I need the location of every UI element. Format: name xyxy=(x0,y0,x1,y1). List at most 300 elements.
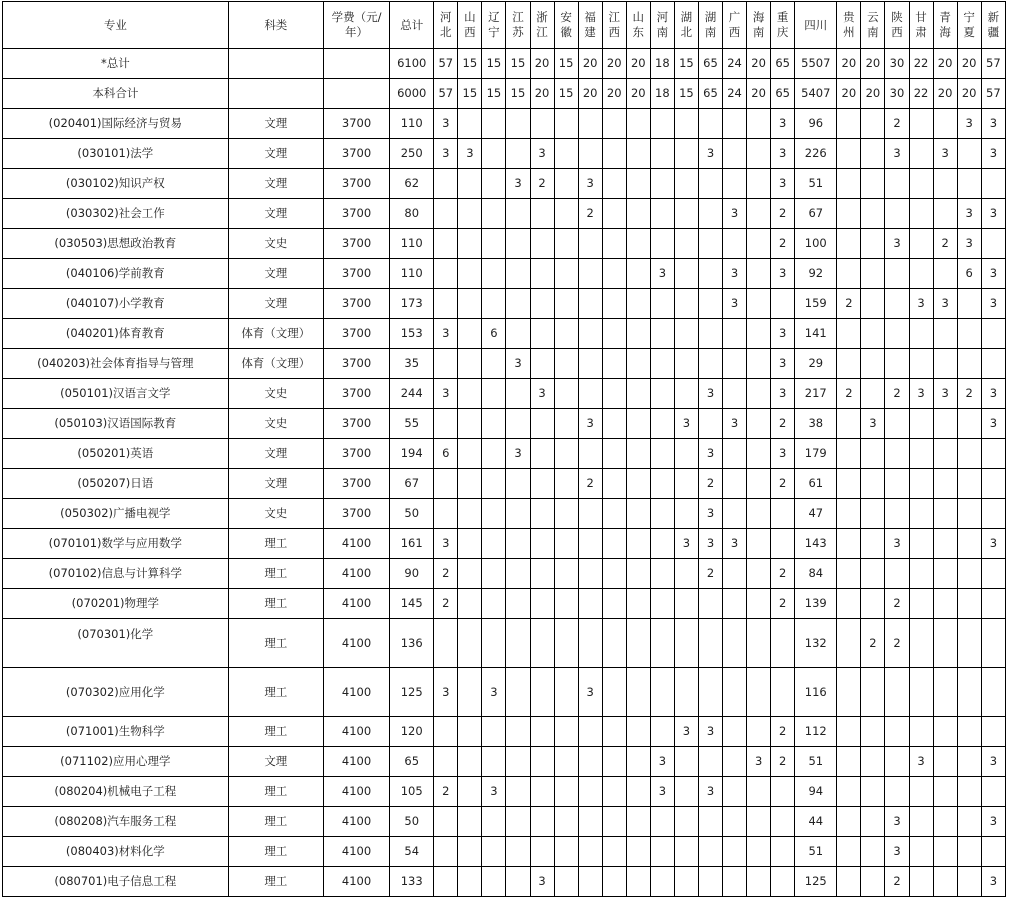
quota-cell xyxy=(861,529,885,559)
quota-cell: 18 xyxy=(650,49,674,79)
header-province: 青海 xyxy=(933,2,957,49)
quota-cell xyxy=(698,229,722,259)
quota-cell xyxy=(602,589,626,619)
fee-cell: 4100 xyxy=(323,717,389,747)
quota-cell xyxy=(530,109,554,139)
quota-cell: 20 xyxy=(626,49,650,79)
category-cell: 理工 xyxy=(228,619,323,668)
quota-cell xyxy=(530,807,554,837)
quota-cell xyxy=(861,259,885,289)
quota-cell xyxy=(482,229,506,259)
quota-cell: 3 xyxy=(723,289,747,319)
major-cell: (050207)日语 xyxy=(3,469,229,499)
quota-cell xyxy=(482,867,506,897)
quota-cell xyxy=(837,589,861,619)
fee-cell: 4100 xyxy=(323,747,389,777)
quota-cell xyxy=(837,837,861,867)
quota-cell xyxy=(530,319,554,349)
total-cell: 90 xyxy=(390,559,434,589)
quota-cell xyxy=(602,139,626,169)
quota-cell xyxy=(458,529,482,559)
quota-cell: 3 xyxy=(957,229,981,259)
quota-cell xyxy=(747,499,771,529)
fee-cell: 4100 xyxy=(323,668,389,717)
quota-cell xyxy=(747,289,771,319)
quota-cell xyxy=(554,319,578,349)
quota-cell xyxy=(602,777,626,807)
quota-cell: 2 xyxy=(885,619,909,668)
quota-cell xyxy=(747,349,771,379)
quota-cell xyxy=(506,668,530,717)
quota-cell: 2 xyxy=(837,289,861,319)
quota-cell xyxy=(458,589,482,619)
quota-cell: 3 xyxy=(771,349,795,379)
quota-cell xyxy=(554,747,578,777)
quota-cell xyxy=(747,109,771,139)
quota-cell xyxy=(578,259,602,289)
quota-cell: 3 xyxy=(771,319,795,349)
quota-cell xyxy=(506,589,530,619)
quota-cell xyxy=(747,837,771,867)
quota-cell xyxy=(747,319,771,349)
fee-cell: 4100 xyxy=(323,837,389,867)
quota-cell: 3 xyxy=(747,747,771,777)
major-cell: (080701)电子信息工程 xyxy=(3,867,229,897)
fee-cell: 4100 xyxy=(323,559,389,589)
quota-cell: 2 xyxy=(771,469,795,499)
quota-cell xyxy=(837,229,861,259)
quota-cell: 3 xyxy=(981,867,1005,897)
quota-cell xyxy=(861,807,885,837)
quota-cell: 61 xyxy=(795,469,837,499)
quota-cell xyxy=(602,619,626,668)
quota-cell xyxy=(909,668,933,717)
quota-cell xyxy=(650,867,674,897)
quota-cell xyxy=(933,169,957,199)
quota-cell xyxy=(747,379,771,409)
quota-cell xyxy=(482,439,506,469)
quota-cell xyxy=(626,469,650,499)
quota-cell xyxy=(650,559,674,589)
quota-cell xyxy=(909,139,933,169)
quota-cell xyxy=(885,289,909,319)
quota-cell xyxy=(602,867,626,897)
quota-cell xyxy=(674,747,698,777)
quota-cell xyxy=(602,349,626,379)
quota-cell xyxy=(602,499,626,529)
quota-cell xyxy=(482,169,506,199)
quota-cell xyxy=(626,499,650,529)
quota-cell xyxy=(458,837,482,867)
quota-cell: 3 xyxy=(458,139,482,169)
quota-cell xyxy=(933,837,957,867)
quota-cell: 179 xyxy=(795,439,837,469)
quota-cell: 65 xyxy=(698,79,722,109)
quota-cell xyxy=(909,469,933,499)
quota-cell xyxy=(957,499,981,529)
quota-cell xyxy=(578,777,602,807)
quota-cell xyxy=(506,499,530,529)
quota-cell xyxy=(723,319,747,349)
quota-cell xyxy=(674,619,698,668)
quota-cell xyxy=(626,259,650,289)
quota-cell: 3 xyxy=(650,259,674,289)
major-cell: (030302)社会工作 xyxy=(3,199,229,229)
quota-cell xyxy=(747,807,771,837)
quota-cell xyxy=(698,259,722,289)
major-cell: *总计 xyxy=(3,49,229,79)
fee-cell: 3700 xyxy=(323,499,389,529)
quota-cell: 3 xyxy=(650,777,674,807)
quota-cell xyxy=(626,169,650,199)
quota-cell: 3 xyxy=(506,439,530,469)
fee-cell: 3700 xyxy=(323,379,389,409)
quota-cell xyxy=(482,589,506,619)
quota-cell xyxy=(861,199,885,229)
quota-cell: 6 xyxy=(434,439,458,469)
quota-cell xyxy=(747,229,771,259)
table-row xyxy=(3,589,1006,619)
quota-cell xyxy=(771,289,795,319)
quota-cell xyxy=(861,499,885,529)
quota-cell xyxy=(957,319,981,349)
major-cell: (030503)思想政治教育 xyxy=(3,229,229,259)
quota-cell xyxy=(506,289,530,319)
quota-cell: 3 xyxy=(723,529,747,559)
quota-cell xyxy=(861,777,885,807)
quota-cell xyxy=(602,717,626,747)
quota-cell: 2 xyxy=(771,199,795,229)
quota-cell xyxy=(885,559,909,589)
quota-cell: 3 xyxy=(578,668,602,717)
total-cell: 80 xyxy=(390,199,434,229)
quota-cell xyxy=(626,777,650,807)
category-cell: 文史 xyxy=(228,229,323,259)
table-row xyxy=(3,717,1006,747)
quota-cell xyxy=(747,169,771,199)
quota-cell: 22 xyxy=(909,79,933,109)
quota-cell xyxy=(482,409,506,439)
header-category: 科类 xyxy=(228,2,323,49)
quota-cell xyxy=(861,747,885,777)
quota-cell xyxy=(578,837,602,867)
quota-cell xyxy=(602,439,626,469)
quota-cell xyxy=(650,807,674,837)
quota-cell: 2 xyxy=(771,589,795,619)
quota-cell xyxy=(602,807,626,837)
quota-cell: 3 xyxy=(723,259,747,289)
quota-cell xyxy=(957,469,981,499)
quota-cell xyxy=(674,589,698,619)
quota-cell: 2 xyxy=(434,559,458,589)
quota-cell xyxy=(554,409,578,439)
quota-cell: 20 xyxy=(837,49,861,79)
quota-cell xyxy=(885,349,909,379)
quota-cell xyxy=(650,319,674,349)
quota-cell xyxy=(909,717,933,747)
table-row xyxy=(3,777,1006,807)
quota-cell xyxy=(933,777,957,807)
quota-cell xyxy=(434,469,458,499)
quota-cell xyxy=(861,668,885,717)
quota-cell xyxy=(909,439,933,469)
quota-cell xyxy=(933,589,957,619)
quota-cell: 2 xyxy=(771,747,795,777)
quota-cell xyxy=(885,319,909,349)
category-cell: 文史 xyxy=(228,499,323,529)
quota-cell xyxy=(458,349,482,379)
quota-cell xyxy=(506,529,530,559)
quota-cell xyxy=(837,349,861,379)
quota-cell xyxy=(482,379,506,409)
quota-cell: 3 xyxy=(885,807,909,837)
quota-cell xyxy=(458,319,482,349)
quota-cell xyxy=(602,529,626,559)
quota-cell xyxy=(674,469,698,499)
quota-cell xyxy=(674,139,698,169)
quota-cell xyxy=(837,668,861,717)
category-cell: 文理 xyxy=(228,169,323,199)
quota-cell xyxy=(723,559,747,589)
quota-cell xyxy=(650,469,674,499)
quota-cell: 3 xyxy=(674,717,698,747)
quota-cell xyxy=(530,349,554,379)
quota-cell xyxy=(506,199,530,229)
header-province: 重庆 xyxy=(771,2,795,49)
quota-cell: 20 xyxy=(957,49,981,79)
quota-cell xyxy=(434,349,458,379)
quota-cell xyxy=(885,717,909,747)
quota-cell xyxy=(909,499,933,529)
quota-cell xyxy=(602,379,626,409)
quota-cell: 3 xyxy=(933,289,957,319)
header-province: 山西 xyxy=(458,2,482,49)
quota-cell xyxy=(981,229,1005,259)
quota-cell: 3 xyxy=(434,139,458,169)
quota-cell xyxy=(981,589,1005,619)
major-cell: (071102)应用心理学 xyxy=(3,747,229,777)
quota-cell: 3 xyxy=(674,409,698,439)
total-cell: 110 xyxy=(390,229,434,259)
quota-cell xyxy=(837,469,861,499)
quota-cell: 20 xyxy=(933,79,957,109)
quota-cell xyxy=(506,139,530,169)
quota-cell: 15 xyxy=(458,79,482,109)
header-province: 福建 xyxy=(578,2,602,49)
table-row xyxy=(3,499,1006,529)
quota-cell xyxy=(554,109,578,139)
quota-cell xyxy=(837,199,861,229)
quota-cell xyxy=(434,747,458,777)
quota-cell: 3 xyxy=(650,747,674,777)
category-cell: 文理 xyxy=(228,747,323,777)
quota-cell xyxy=(698,837,722,867)
quota-cell: 3 xyxy=(530,867,554,897)
quota-cell xyxy=(650,619,674,668)
quota-cell xyxy=(698,619,722,668)
quota-cell xyxy=(674,499,698,529)
quota-cell: 20 xyxy=(530,79,554,109)
quota-cell xyxy=(837,867,861,897)
quota-cell: 20 xyxy=(861,49,885,79)
total-cell: 6100 xyxy=(390,49,434,79)
quota-cell: 30 xyxy=(885,79,909,109)
quota-cell xyxy=(530,469,554,499)
quota-cell xyxy=(981,469,1005,499)
quota-cell xyxy=(602,319,626,349)
quota-cell xyxy=(885,439,909,469)
quota-cell xyxy=(747,619,771,668)
quota-cell: 20 xyxy=(602,49,626,79)
quota-cell: 20 xyxy=(626,79,650,109)
quota-cell xyxy=(458,379,482,409)
quota-cell: 217 xyxy=(795,379,837,409)
quota-cell xyxy=(885,499,909,529)
quota-cell xyxy=(530,439,554,469)
total-cell: 35 xyxy=(390,349,434,379)
quota-cell xyxy=(698,409,722,439)
quota-cell xyxy=(482,499,506,529)
quota-cell xyxy=(861,837,885,867)
major-cell: (070101)数学与应用数学 xyxy=(3,529,229,559)
quota-cell xyxy=(933,109,957,139)
fee-cell xyxy=(323,79,389,109)
quota-cell: 139 xyxy=(795,589,837,619)
quota-cell: 2 xyxy=(771,409,795,439)
quota-cell: 100 xyxy=(795,229,837,259)
fee-cell: 3700 xyxy=(323,229,389,259)
quota-cell xyxy=(885,259,909,289)
quota-cell xyxy=(602,289,626,319)
total-cell: 54 xyxy=(390,837,434,867)
category-cell: 体育（文理） xyxy=(228,319,323,349)
quota-cell xyxy=(626,289,650,319)
total-cell: 153 xyxy=(390,319,434,349)
total-cell: 125 xyxy=(390,668,434,717)
quota-cell xyxy=(506,807,530,837)
table-row xyxy=(3,668,1006,717)
header-province: 河北 xyxy=(434,2,458,49)
quota-cell xyxy=(626,837,650,867)
quota-cell xyxy=(626,439,650,469)
header-province: 湖南 xyxy=(698,2,722,49)
quota-cell xyxy=(837,259,861,289)
quota-cell xyxy=(957,139,981,169)
quota-cell: 3 xyxy=(909,289,933,319)
quota-cell: 3 xyxy=(698,499,722,529)
header-province: 四川 xyxy=(795,2,837,49)
quota-cell xyxy=(626,589,650,619)
quota-cell xyxy=(482,529,506,559)
fee-cell: 3700 xyxy=(323,169,389,199)
quota-cell xyxy=(530,529,554,559)
quota-cell xyxy=(837,109,861,139)
quota-cell: 65 xyxy=(771,79,795,109)
quota-cell: 3 xyxy=(771,139,795,169)
quota-cell xyxy=(723,499,747,529)
quota-cell xyxy=(981,717,1005,747)
table-row xyxy=(3,747,1006,777)
quota-cell: 3 xyxy=(981,109,1005,139)
table-row xyxy=(3,79,1006,109)
quota-cell xyxy=(909,529,933,559)
quota-cell xyxy=(981,169,1005,199)
quota-cell: 3 xyxy=(434,668,458,717)
quota-cell xyxy=(554,169,578,199)
quota-cell xyxy=(530,259,554,289)
quota-cell: 20 xyxy=(861,79,885,109)
quota-cell xyxy=(458,289,482,319)
quota-cell xyxy=(674,439,698,469)
quota-cell xyxy=(554,439,578,469)
table-row xyxy=(3,867,1006,897)
category-cell: 文理 xyxy=(228,259,323,289)
quota-cell: 3 xyxy=(434,529,458,559)
fee-cell: 3700 xyxy=(323,469,389,499)
quota-cell: 15 xyxy=(554,79,578,109)
quota-cell xyxy=(837,747,861,777)
quota-cell xyxy=(578,109,602,139)
header-province: 广西 xyxy=(723,2,747,49)
quota-cell xyxy=(933,469,957,499)
quota-cell xyxy=(981,619,1005,668)
quota-cell xyxy=(554,668,578,717)
fee-cell: 4100 xyxy=(323,589,389,619)
table-row xyxy=(3,49,1006,79)
quota-cell: 65 xyxy=(698,49,722,79)
quota-cell xyxy=(933,499,957,529)
quota-cell xyxy=(723,589,747,619)
quota-cell xyxy=(626,409,650,439)
quota-cell: 3 xyxy=(981,259,1005,289)
quota-cell xyxy=(434,229,458,259)
table-row xyxy=(3,109,1006,139)
header-province: 贵州 xyxy=(837,2,861,49)
total-cell: 65 xyxy=(390,747,434,777)
quota-cell xyxy=(458,619,482,668)
quota-cell xyxy=(482,469,506,499)
quota-cell xyxy=(458,229,482,259)
quota-cell xyxy=(771,867,795,897)
category-cell: 文理 xyxy=(228,469,323,499)
quota-cell xyxy=(554,349,578,379)
quota-cell xyxy=(933,259,957,289)
quota-cell xyxy=(482,139,506,169)
fee-cell xyxy=(323,49,389,79)
quota-cell xyxy=(554,529,578,559)
quota-cell xyxy=(861,867,885,897)
quota-cell xyxy=(554,837,578,867)
quota-cell xyxy=(602,837,626,867)
quota-cell xyxy=(957,717,981,747)
quota-cell xyxy=(458,747,482,777)
total-cell: 110 xyxy=(390,259,434,289)
quota-cell xyxy=(674,867,698,897)
quota-cell: 3 xyxy=(698,717,722,747)
table-row xyxy=(3,139,1006,169)
quota-cell xyxy=(933,867,957,897)
quota-cell xyxy=(626,619,650,668)
quota-cell: 18 xyxy=(650,79,674,109)
major-cell: (040201)体育教育 xyxy=(3,319,229,349)
quota-cell xyxy=(909,259,933,289)
quota-cell xyxy=(909,109,933,139)
quota-cell: 67 xyxy=(795,199,837,229)
quota-cell: 3 xyxy=(981,409,1005,439)
quota-cell: 3 xyxy=(530,379,554,409)
quota-cell xyxy=(602,229,626,259)
quota-cell xyxy=(506,837,530,867)
